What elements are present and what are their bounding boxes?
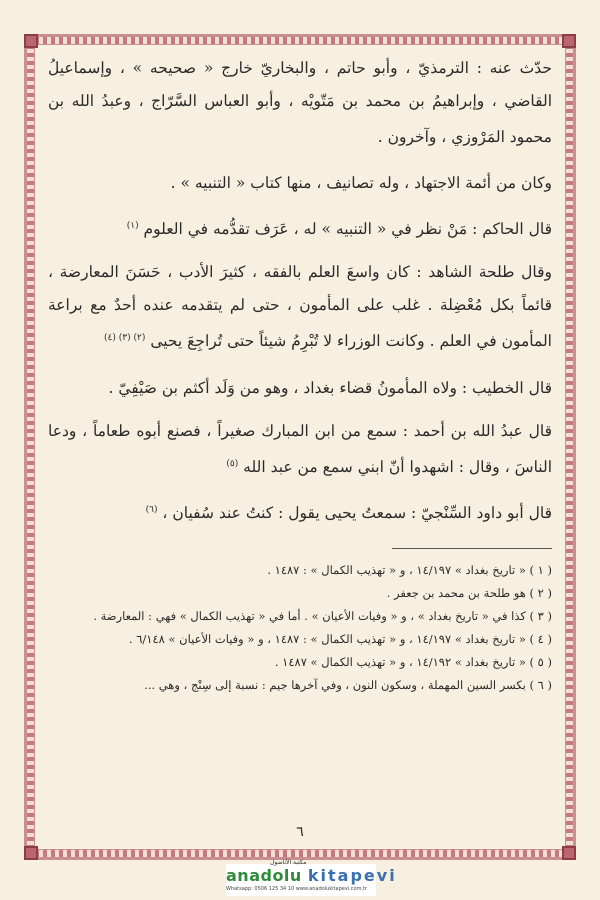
footnote: ( ١ ) « تاريخ بغداد » ١٤/١٩٧ ، و « تهذيب الكمال » : ١٤٨٧ .	[267, 563, 552, 578]
footnote: ( ٥ ) « تاريخ بغداد » ١٤/١٩٢ ، و « تهذيب الكمال » ١٤٨٧ .	[274, 655, 552, 670]
book-page	[48, 52, 552, 842]
footnote: ( ٣ ) كذا في « تاريخ بغداد » ، و « وفيات الأعيان » . أما في « تهذيب الكمال » فهي : المعارضة .	[93, 609, 552, 624]
paragraph: قال الخطيب : ولاه المأمونُ قضاء بغداد ، وهو من وَلَد أكثم بن صَيْفِيّ .	[108, 378, 552, 397]
watermark-tagline: مكتبة الأناضول	[270, 859, 307, 866]
footnote-separator	[392, 548, 552, 549]
footnote: ( ٤ ) « تاريخ بغداد » ١٤/١٩٧ ، و « تهذيب الكمال » : ١٤٨٧ ، و « وفيات الأعيان » ٦/١٤٨ .	[128, 632, 552, 647]
watermark-brand	[226, 866, 397, 885]
paragraph: قال الحاكم : مَنْ نظر في « التنبيه » له ، عَرَف تقدُّمه في العلوم $^{(١)}$	[126, 220, 552, 239]
footnote: ( ٢ ) هو طلحة بن محمد بن جعفر .	[386, 586, 552, 601]
corner-ornament-icon	[24, 846, 38, 860]
paragraph: قال أبو داود السِّنْجيّ : سمعتُ يحيى يقول : كنتُ عند سُفيان ، $^{(٦)}$	[145, 504, 552, 523]
publisher-watermark	[226, 859, 397, 896]
paragraph: وكان من أئمة الاجتهاد ، وله تصانيف ، منها كتاب « التنبيه » .	[170, 174, 552, 193]
corner-ornament-icon	[562, 846, 576, 860]
footnote: ( ٦ ) بكسر السين المهملة ، وسكون النون ، وفي آخرها جيم : نسبة إلى سِنْج ، وهي ...	[144, 678, 552, 693]
watermark-brand-left: anadolu	[226, 866, 302, 885]
corner-ornament-icon	[24, 34, 38, 48]
corner-ornament-icon	[562, 34, 576, 48]
page-number: ٦	[296, 824, 304, 840]
watermark-brand-right: kitapevi	[307, 866, 397, 885]
paragraph: وقال طلحة الشاهد : كان واسعَ العلم بالفقه ، كثيرَ الأدب ، حَسَنَ المعارضة ، قائماً بكل مُعْضِلة . غلب على المأمون ، حتى لم يتقدمه عنده أحدٌ مع براعة المأمون في العلم . وكانت الوزراء لا تُبْرِمُ شيئاً حتى تُراجِعَ يحيى $^{(٢) (٣) (٤)}$	[48, 263, 552, 351]
paragraph: قال عبدُ الله بن أحمد : سمع من ابن المبارك صغيراً ، فصنع أبوه طعاماً ، ودعا الناسَ ، وقال : اشهدوا أنّ ابني سمع من عبد الله $^{(٥)}$	[48, 421, 552, 476]
paragraph: حدّث عنه : الترمذيّ ، وأبو حاتم ، والبخاريّ خارج « صحيحه » ، وإسماعيلُ القاضي ، وإبراهيمُ بن محمد بن مَتّويْه ، وأبو العباس السَّرّاج ، وعبدُ الله بن محمود المَرْوزي ، وآخرون .	[48, 59, 552, 147]
watermark-contact: Whatsapp: 0506 125 34 10 www.anadolukitapevi.com.tr	[226, 886, 368, 892]
